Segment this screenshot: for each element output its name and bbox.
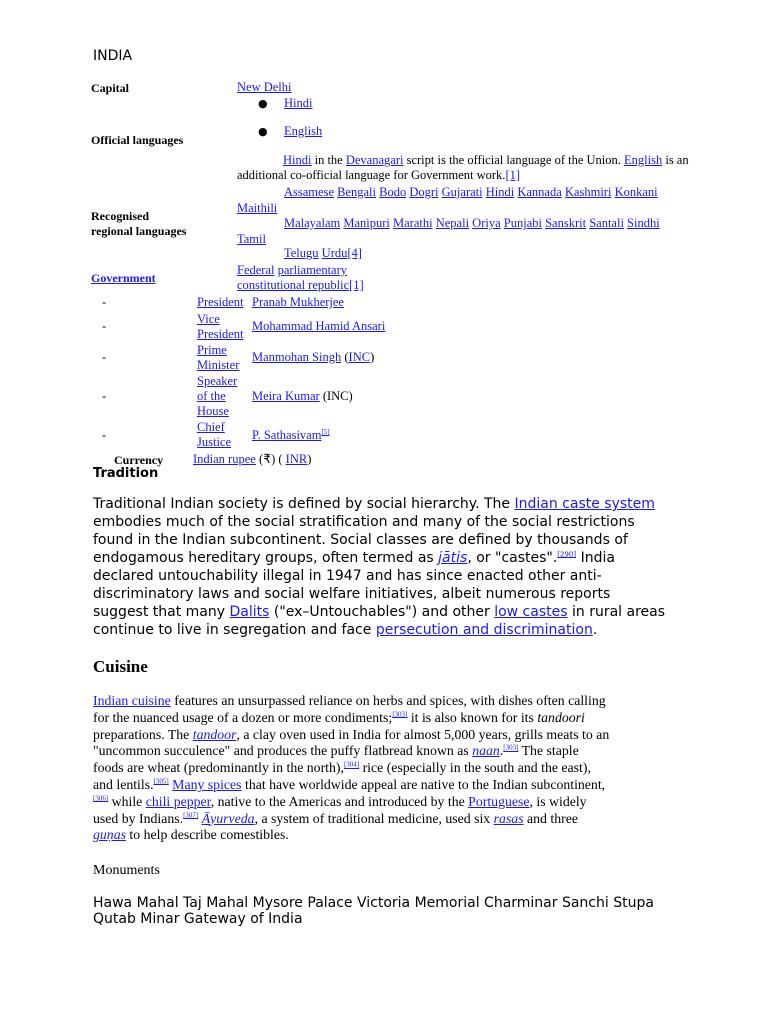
dash: - bbox=[102, 295, 107, 309]
reference-sup bbox=[344, 761, 359, 769]
official-name bbox=[252, 428, 330, 443]
reference-link[interactable]: [305] bbox=[153, 777, 169, 786]
text-run: preparations. The bbox=[93, 726, 193, 742]
official-name-link[interactable]: Meira Kumar bbox=[252, 389, 320, 403]
reference-sup bbox=[154, 777, 169, 785]
text-run: continue to live in segregation and face bbox=[93, 622, 376, 638]
parliamentary-link[interactable]: parliamentary bbox=[277, 263, 348, 277]
document-title: INDIA bbox=[93, 48, 133, 64]
inline-link[interactable]: Āyurveda bbox=[201, 810, 255, 826]
text-run: The staple bbox=[518, 743, 579, 759]
devanagari-link[interactable]: Devanagari bbox=[345, 153, 404, 167]
text-run: for the nuanced usage of a dozen or more condiments; bbox=[93, 709, 393, 725]
text-run: to help describe comestibles. bbox=[125, 827, 289, 843]
inline-link[interactable]: tandoor bbox=[192, 726, 237, 742]
text-line bbox=[93, 585, 693, 603]
language-link[interactable]: Oriya bbox=[472, 216, 501, 230]
inline-link[interactable]: low castes bbox=[494, 604, 568, 620]
text-run: , or "castes". bbox=[467, 550, 558, 566]
party-open: ( bbox=[341, 350, 349, 364]
dash: - bbox=[102, 428, 107, 442]
language-link[interactable]: Punjabi bbox=[503, 216, 542, 230]
official-title-link[interactable]: of the bbox=[197, 389, 226, 403]
dash: - bbox=[102, 389, 107, 403]
text-run: used by Indians. bbox=[93, 810, 184, 826]
regional-languages-line bbox=[237, 232, 266, 247]
regional-languages-label bbox=[91, 209, 186, 239]
language-link[interactable]: Malayalam bbox=[284, 216, 341, 230]
regional-languages-line bbox=[237, 201, 277, 216]
text-run: and three bbox=[523, 810, 578, 826]
text-run: and lentils. bbox=[93, 776, 154, 792]
inline-link[interactable]: Indian cuisine bbox=[93, 693, 171, 708]
official-title-link[interactable]: Minister bbox=[197, 358, 240, 372]
language-link[interactable]: Tamil bbox=[237, 232, 266, 246]
monuments-line: Hawa Mahal Taj Mahal Mysore Palace Victoria Memorial Charminar Sanchi Stupa bbox=[93, 895, 654, 911]
note-text: script is the official language of the Union. bbox=[403, 153, 625, 167]
capital-label: Capital bbox=[91, 81, 130, 95]
cuisine-paragraph bbox=[93, 693, 713, 844]
inline-link[interactable]: chili pepper bbox=[145, 793, 211, 809]
language-link[interactable]: Maithili bbox=[237, 201, 278, 215]
note-text: in the bbox=[311, 153, 346, 167]
text-run: features an unsurpassed reliance on herbs and spices, with dishes often calling bbox=[170, 693, 606, 708]
text-run: ("ex–Untouchables") and other bbox=[269, 604, 495, 620]
government-link[interactable]: Government bbox=[91, 271, 156, 285]
official-name-link[interactable]: Mohammad Hamid Ansari bbox=[252, 319, 386, 333]
language-link[interactable]: Santali bbox=[589, 216, 624, 230]
inline-link[interactable]: Dalits bbox=[229, 604, 270, 620]
inline-link[interactable]: jātis bbox=[438, 550, 468, 566]
official-name bbox=[252, 389, 353, 404]
text-line bbox=[93, 603, 693, 621]
inline-link[interactable]: rasas bbox=[493, 810, 524, 826]
bullet-dot: ● bbox=[258, 125, 268, 138]
reference-link[interactable]: [306] bbox=[93, 794, 109, 803]
party-text: (INC) bbox=[319, 389, 353, 403]
regional-label-line: Recognised bbox=[91, 209, 149, 223]
reference-link[interactable]: [303] bbox=[392, 710, 408, 719]
hindi-link[interactable]: Hindi bbox=[283, 153, 312, 167]
official-title-link[interactable]: Prime bbox=[197, 343, 227, 357]
official-title[interactable] bbox=[197, 343, 239, 373]
inline-link[interactable]: Indian caste system bbox=[514, 496, 655, 512]
currency-link[interactable]: Indian rupee bbox=[193, 452, 256, 466]
regional-languages-line bbox=[284, 216, 660, 231]
bullet-dot: ● bbox=[258, 97, 268, 110]
official-name bbox=[252, 350, 374, 365]
text-run: , a system of traditional medicine, used six bbox=[254, 810, 494, 826]
reference-sup bbox=[183, 811, 198, 819]
dash: - bbox=[102, 350, 107, 364]
language-link[interactable]: Konkani bbox=[614, 185, 658, 199]
capital-link[interactable]: New Delhi bbox=[237, 80, 292, 94]
reference-sup bbox=[557, 550, 576, 558]
official-title-link[interactable]: Justice bbox=[197, 435, 232, 449]
text-line bbox=[93, 495, 693, 513]
inline-link[interactable]: naan bbox=[472, 743, 500, 759]
constitutional-republic-link[interactable]: constitutional republic[1] bbox=[237, 278, 364, 292]
language-link[interactable]: Telugu bbox=[284, 246, 319, 260]
text-run: , native to the Americas and introduced by the bbox=[210, 793, 469, 809]
cuisine-heading: Cuisine bbox=[93, 657, 148, 676]
text-line bbox=[93, 549, 693, 567]
party-link[interactable]: INC bbox=[348, 350, 371, 364]
text-line bbox=[93, 710, 713, 727]
currency-label: Currency bbox=[114, 453, 164, 467]
text-line bbox=[93, 727, 713, 744]
text-line bbox=[93, 811, 713, 828]
text-run: while bbox=[108, 793, 146, 809]
official-languages-label: Official languages bbox=[91, 133, 184, 147]
text-run: discriminatory laws and social welfare initiatives, albeit numerous reports bbox=[93, 586, 611, 602]
official-language-link[interactable]: Hindi bbox=[284, 96, 313, 110]
inline-link[interactable]: Many spices bbox=[172, 776, 242, 792]
official-name-link[interactable]: P. Sathasivam bbox=[252, 428, 322, 442]
language-link[interactable]: Manipuri bbox=[343, 216, 390, 230]
language-link[interactable]: Kashmiri bbox=[564, 185, 612, 199]
language-link[interactable]: Marathi bbox=[393, 216, 433, 230]
text-line bbox=[93, 513, 693, 531]
monuments-heading: Monuments bbox=[93, 863, 160, 878]
text-run: India bbox=[576, 550, 615, 566]
text-line bbox=[93, 743, 713, 760]
text-run: , is widely bbox=[529, 793, 587, 809]
text-run: found in the Indian subcontinent. Social classes are defined by thousands of bbox=[93, 532, 628, 548]
text-line bbox=[93, 567, 693, 585]
text-line bbox=[93, 760, 713, 777]
tradition-paragraph bbox=[93, 495, 693, 639]
reference-sup bbox=[93, 794, 108, 802]
reference-link[interactable]: [307] bbox=[183, 810, 199, 819]
text-line bbox=[93, 777, 713, 794]
text-line bbox=[93, 621, 693, 639]
text-run: Traditional Indian society is defined by social hierarchy. The bbox=[93, 496, 515, 512]
tradition-heading: Tradition bbox=[93, 466, 159, 481]
monuments-line: Qutab Minar Gateway of India bbox=[93, 911, 303, 927]
regional-languages-line bbox=[284, 246, 362, 261]
language-link[interactable]: Sanskrit bbox=[545, 216, 587, 230]
government-value bbox=[237, 263, 364, 293]
reference-link[interactable]: [304] bbox=[343, 760, 360, 769]
text-run: declared untouchability illegal in 1947 and has since enacted other anti- bbox=[93, 568, 602, 584]
official-title-link[interactable]: President bbox=[197, 327, 244, 341]
text-run: "uncommon succulence" and produces the puffy flatbread known as bbox=[93, 743, 473, 759]
official-title-link[interactable]: Chief bbox=[197, 420, 225, 434]
official-title[interactable] bbox=[197, 374, 237, 419]
inline-link[interactable]: Portuguese bbox=[468, 793, 530, 809]
text-run: embodies much of the social stratification and many of the social restrictions bbox=[93, 514, 635, 530]
official-name-link[interactable]: Manmohan Singh bbox=[252, 350, 342, 364]
party-close: ) bbox=[370, 350, 375, 364]
regional-languages-line bbox=[284, 185, 658, 200]
currency-close: ) bbox=[307, 452, 312, 466]
reference-sup bbox=[392, 710, 407, 718]
language-link[interactable]: Kannada bbox=[517, 185, 562, 199]
text-run: . bbox=[499, 743, 504, 759]
currency-value bbox=[193, 452, 311, 467]
text-run: suggest that many bbox=[93, 604, 230, 620]
text-line bbox=[93, 693, 713, 710]
text-run: foods are wheat (predominantly in the north), bbox=[93, 760, 344, 776]
currency-sign: (₹) ( bbox=[255, 452, 286, 466]
inline-link[interactable]: persecution and discrimination bbox=[375, 622, 593, 638]
language-link[interactable]: Gujarati bbox=[441, 185, 483, 199]
official-title[interactable] bbox=[197, 420, 231, 450]
language-link[interactable]: Urdu[4] bbox=[321, 246, 362, 260]
text-run: endogamous hereditary groups, often termed as bbox=[93, 550, 439, 566]
official-language-note bbox=[237, 153, 709, 183]
text-run: that have worldwide appeal are native to the Indian subcontinent, bbox=[241, 776, 606, 792]
language-link[interactable]: Sindhi bbox=[627, 216, 660, 230]
official-name-link[interactable]: Pranab Mukherjee bbox=[252, 295, 344, 309]
text-run: it is also known for its bbox=[407, 709, 538, 725]
english-link[interactable]: English bbox=[624, 153, 663, 167]
text-run: , a clay oven used in India for almost 5,000 years, grills meats to an bbox=[236, 726, 610, 742]
language-link[interactable]: Bengali bbox=[337, 185, 377, 199]
language-link[interactable]: Assamese bbox=[284, 185, 334, 199]
text-line bbox=[93, 827, 713, 844]
language-link[interactable]: Dogri bbox=[409, 185, 439, 199]
dash: - bbox=[102, 319, 107, 333]
official-language-link[interactable]: English bbox=[284, 124, 323, 138]
text-line bbox=[93, 794, 713, 811]
italic-term: tandoori bbox=[537, 709, 585, 725]
language-link[interactable]: Nepali bbox=[435, 216, 470, 230]
note-text: is an additional co-official language for Government work. bbox=[237, 153, 689, 182]
federal-link[interactable]: Federal bbox=[237, 263, 275, 277]
reference-link[interactable]: [5] bbox=[321, 427, 330, 436]
official-title-link[interactable]: House bbox=[197, 404, 229, 418]
inline-link[interactable]: guṇas bbox=[93, 827, 126, 843]
text-line bbox=[93, 531, 693, 549]
official-title-link[interactable]: Vice bbox=[197, 312, 220, 326]
official-title[interactable] bbox=[197, 312, 244, 342]
text-run: in rural areas bbox=[567, 604, 666, 620]
language-link[interactable]: Bodo bbox=[379, 185, 407, 199]
text-run: rice (especially in the south and the east), bbox=[359, 760, 591, 776]
reference-link[interactable]: [1] bbox=[505, 168, 521, 182]
language-link[interactable]: Hindi bbox=[485, 185, 515, 199]
reference-link[interactable]: [303] bbox=[503, 743, 519, 752]
regional-label-line: regional languages bbox=[91, 224, 187, 238]
reference-link[interactable]: [290] bbox=[557, 550, 577, 559]
currency-code-link[interactable]: INR bbox=[285, 452, 308, 466]
official-title-link[interactable]: President bbox=[197, 295, 244, 309]
text-run: . bbox=[592, 622, 598, 638]
reference-sup bbox=[503, 744, 518, 752]
official-title-link[interactable]: Speaker bbox=[197, 374, 238, 388]
